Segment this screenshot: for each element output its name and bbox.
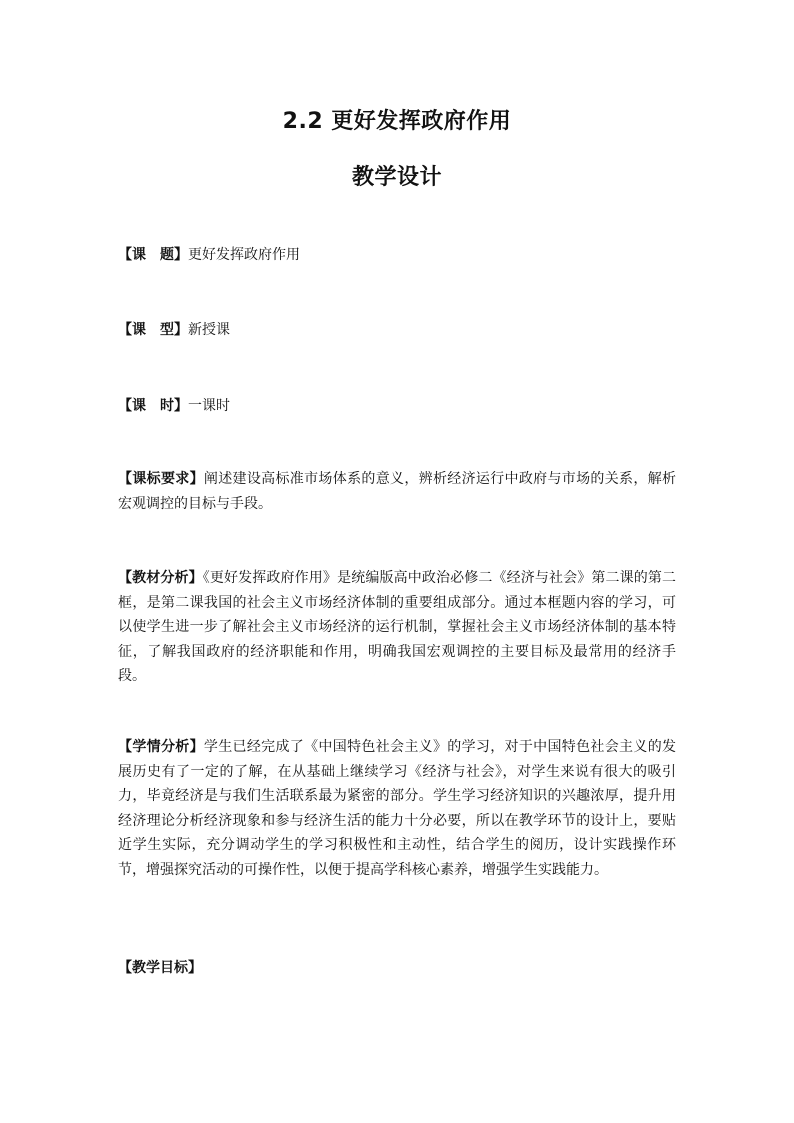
section-text: 新授课	[188, 322, 230, 338]
section-student-analysis	[118, 735, 676, 882]
section-lesson-type	[118, 318, 676, 343]
section-label: 【教材分析】	[118, 570, 203, 586]
section-topic	[118, 243, 676, 268]
section-label: 【教学目标】	[118, 960, 202, 976]
document-title: 2.2 更好发挥政府作用	[282, 109, 512, 134]
document-subtitle: 教学设计	[351, 165, 442, 190]
section-text: 一课时	[188, 398, 230, 414]
section-text: 学生已经完成了《中国特色社会主义》的学习，对于中国特色社会主义的发展历史有了一定的了解，在从基础上继续学习《经济与社会》，对学生来说有很大的吸引力，毕竟经济是与我们生活联系最为紧密的部分。学生学习经济知识的兴趣浓厚，提升用经济理论分析经济现象和参与经济生活的能力十分必要，所以在教学环节的设计上，要贴近学生实际，充分调动学生的学习积极性和主动性，结合学生的阅历，设计实践操作环节，增强探究活动的可操作性，以便于提高学科核心素养，增强学生实践能力。	[118, 739, 677, 878]
section-label: 【课 时】	[118, 398, 188, 414]
section-label: 【课标要求】	[118, 471, 204, 487]
section-lesson-time	[118, 394, 676, 419]
section-text: 《更好发挥政府作用》是统编版高中政治必修二《经济与社会》第二课的第二框，是第二课我国的社会主义市场经济体制的重要组成部分。通过本框题内容的学习，可以使学生进一步了解社会主义市场经济的运行机制，掌握社会主义市场经济体制的基本特征，了解我国政府的经济职能和作用，明确我国宏观调控的主要目标及最常用的经济手段。	[118, 570, 677, 684]
section-teaching-goals	[118, 956, 676, 981]
section-label: 【课 题】	[118, 247, 188, 263]
section-text: 更好发挥政府作用	[188, 247, 300, 263]
section-curriculum-standard	[118, 467, 676, 516]
section-label: 【学情分析】	[118, 739, 204, 755]
section-textbook-analysis	[118, 566, 676, 689]
section-text: 阐述建设高标准市场体系的意义，辨析经济运行中政府与市场的关系，解析宏观调控的目标与手段。	[118, 471, 677, 512]
section-label: 【课 型】	[118, 322, 188, 338]
